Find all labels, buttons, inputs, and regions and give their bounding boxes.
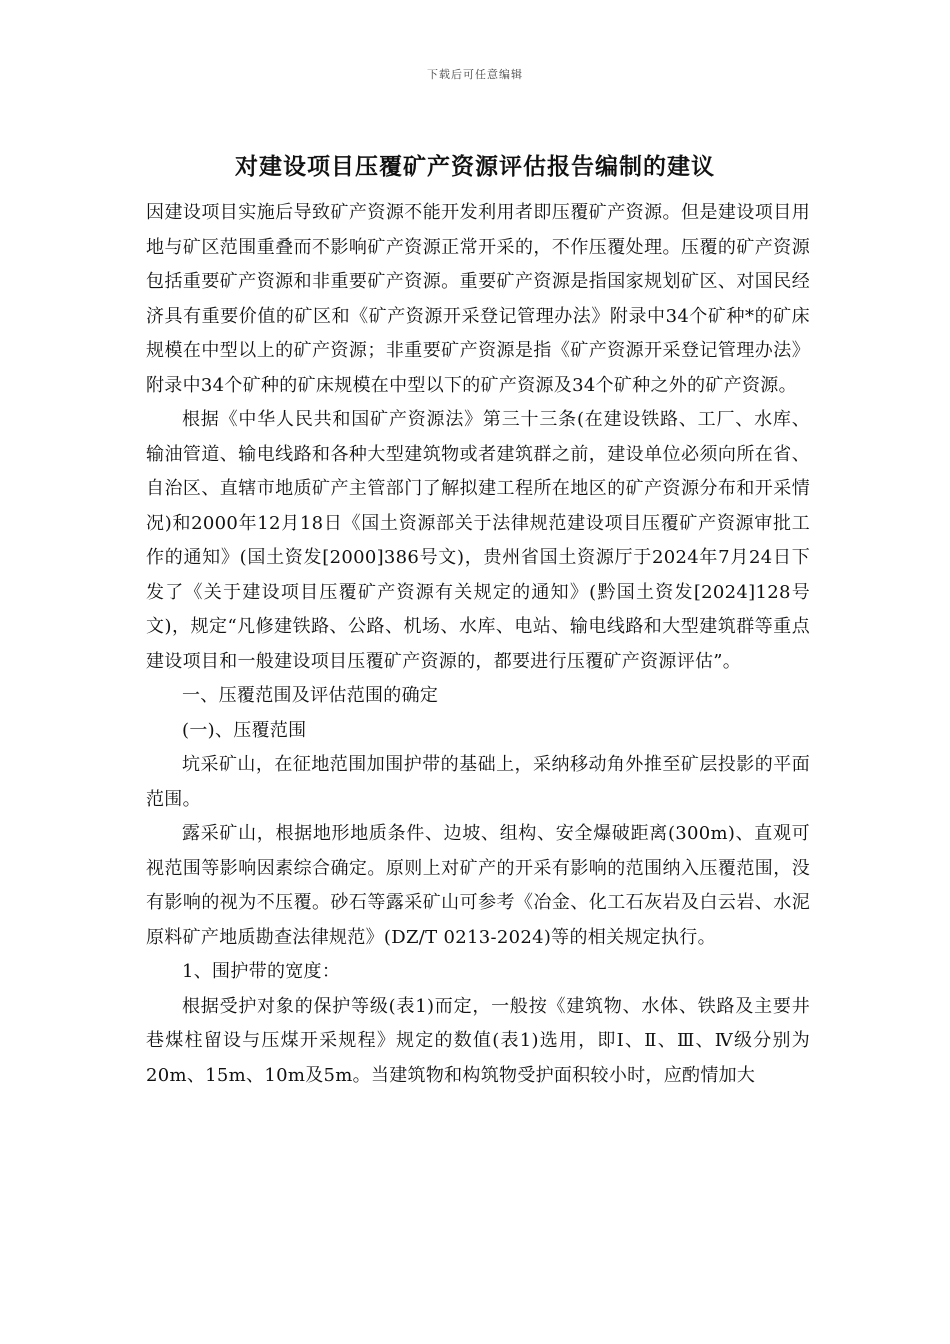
paragraph-definition: 因建设项目实施后导致矿产资源不能开发利用者即压覆矿产资源。但是建设项目用地与矿区范围重叠而不影响矿产资源正常开采的，不作压覆处理。压覆的矿产资源包括重要矿产资源和非重要矿产资源。重要矿产资源是指国家规划矿区、对国民经济具有重要价值的矿区和《矿产资源开采登记管理办法》附录中34个矿种*的矿床规模在中型以上的矿产资源；非重要矿产资源是指《矿产资源开采登记管理办法》附录中34个矿种的矿床规模在中型以下的矿产资源及34个矿种之外的矿产资源。 — [146, 202, 810, 396]
document-body — [146, 196, 810, 1093]
paragraph-protection-width: 根据受护对象的保护等级(表1)而定，一般按《建筑物、水体、铁路及主要井巷煤柱留设与压煤开采规程》规定的数值(表1)选用，即Ⅰ、Ⅱ、Ⅲ、Ⅳ级分别为20m、15m、10m及5m。当建筑物和构筑物受护面积较小时，应酌情加大 — [146, 995, 810, 1086]
item-heading-1: 1、围护带的宽度： — [182, 961, 341, 982]
document-title: 对建设项目压覆矿产资源评估报告编制的建议 — [235, 153, 715, 180]
section-heading-1: 一、压覆范围及评估范围的确定 — [182, 685, 439, 706]
subsection-heading-1: (一)、压覆范围 — [182, 719, 307, 741]
paragraph-legal-basis: 根据《中华人民共和国矿产资源法》第三十三条(在建设铁路、工厂、水库、输油管道、输电线路和各种大型建筑物或者建筑群之前，建设单位必须向所在省、自治区、直辖市地质矿产主管部门了解拟建工程所在地区的矿产资源分布和开采情况)和2000年12月18日《国土资源部关于法律规范建设项目压覆矿产资源审批工作的通知》(国土资发[2000]386号文)，贵州省国土资源厅于2024年7月24日下发了《关于建设项目压覆矿产资源有关规定的通知》(黔国土资发[2024]128号文)，规定“凡修建铁路、公路、机场、水库、电站、输电线路和大型建筑群等重点建设项目和一般建设项目压覆矿产资源的，都要进行压覆矿产资源评估”。 — [146, 409, 810, 672]
paragraph-underground-mining: 坑采矿山，在征地范围加围护带的基础上，采纳移动角外推至矿层投影的平面范围。 — [146, 754, 810, 810]
page-header: 下载后可任意编辑 — [427, 68, 523, 81]
paragraph-open-pit-mining: 露采矿山，根据地形地质条件、边坡、组构、安全爆破距离(300m)、直观可视范围等影响因素综合确定。原则上对矿产的开采有影响的范围纳入压覆范围，没有影响的视为不压覆。砂石等露采矿山可参考《冶金、化工石灰岩及白云岩、水泥原料矿产地质勘查法律规范》(DZ/T 0213-2024)等的相关规定执行。 — [146, 823, 810, 948]
